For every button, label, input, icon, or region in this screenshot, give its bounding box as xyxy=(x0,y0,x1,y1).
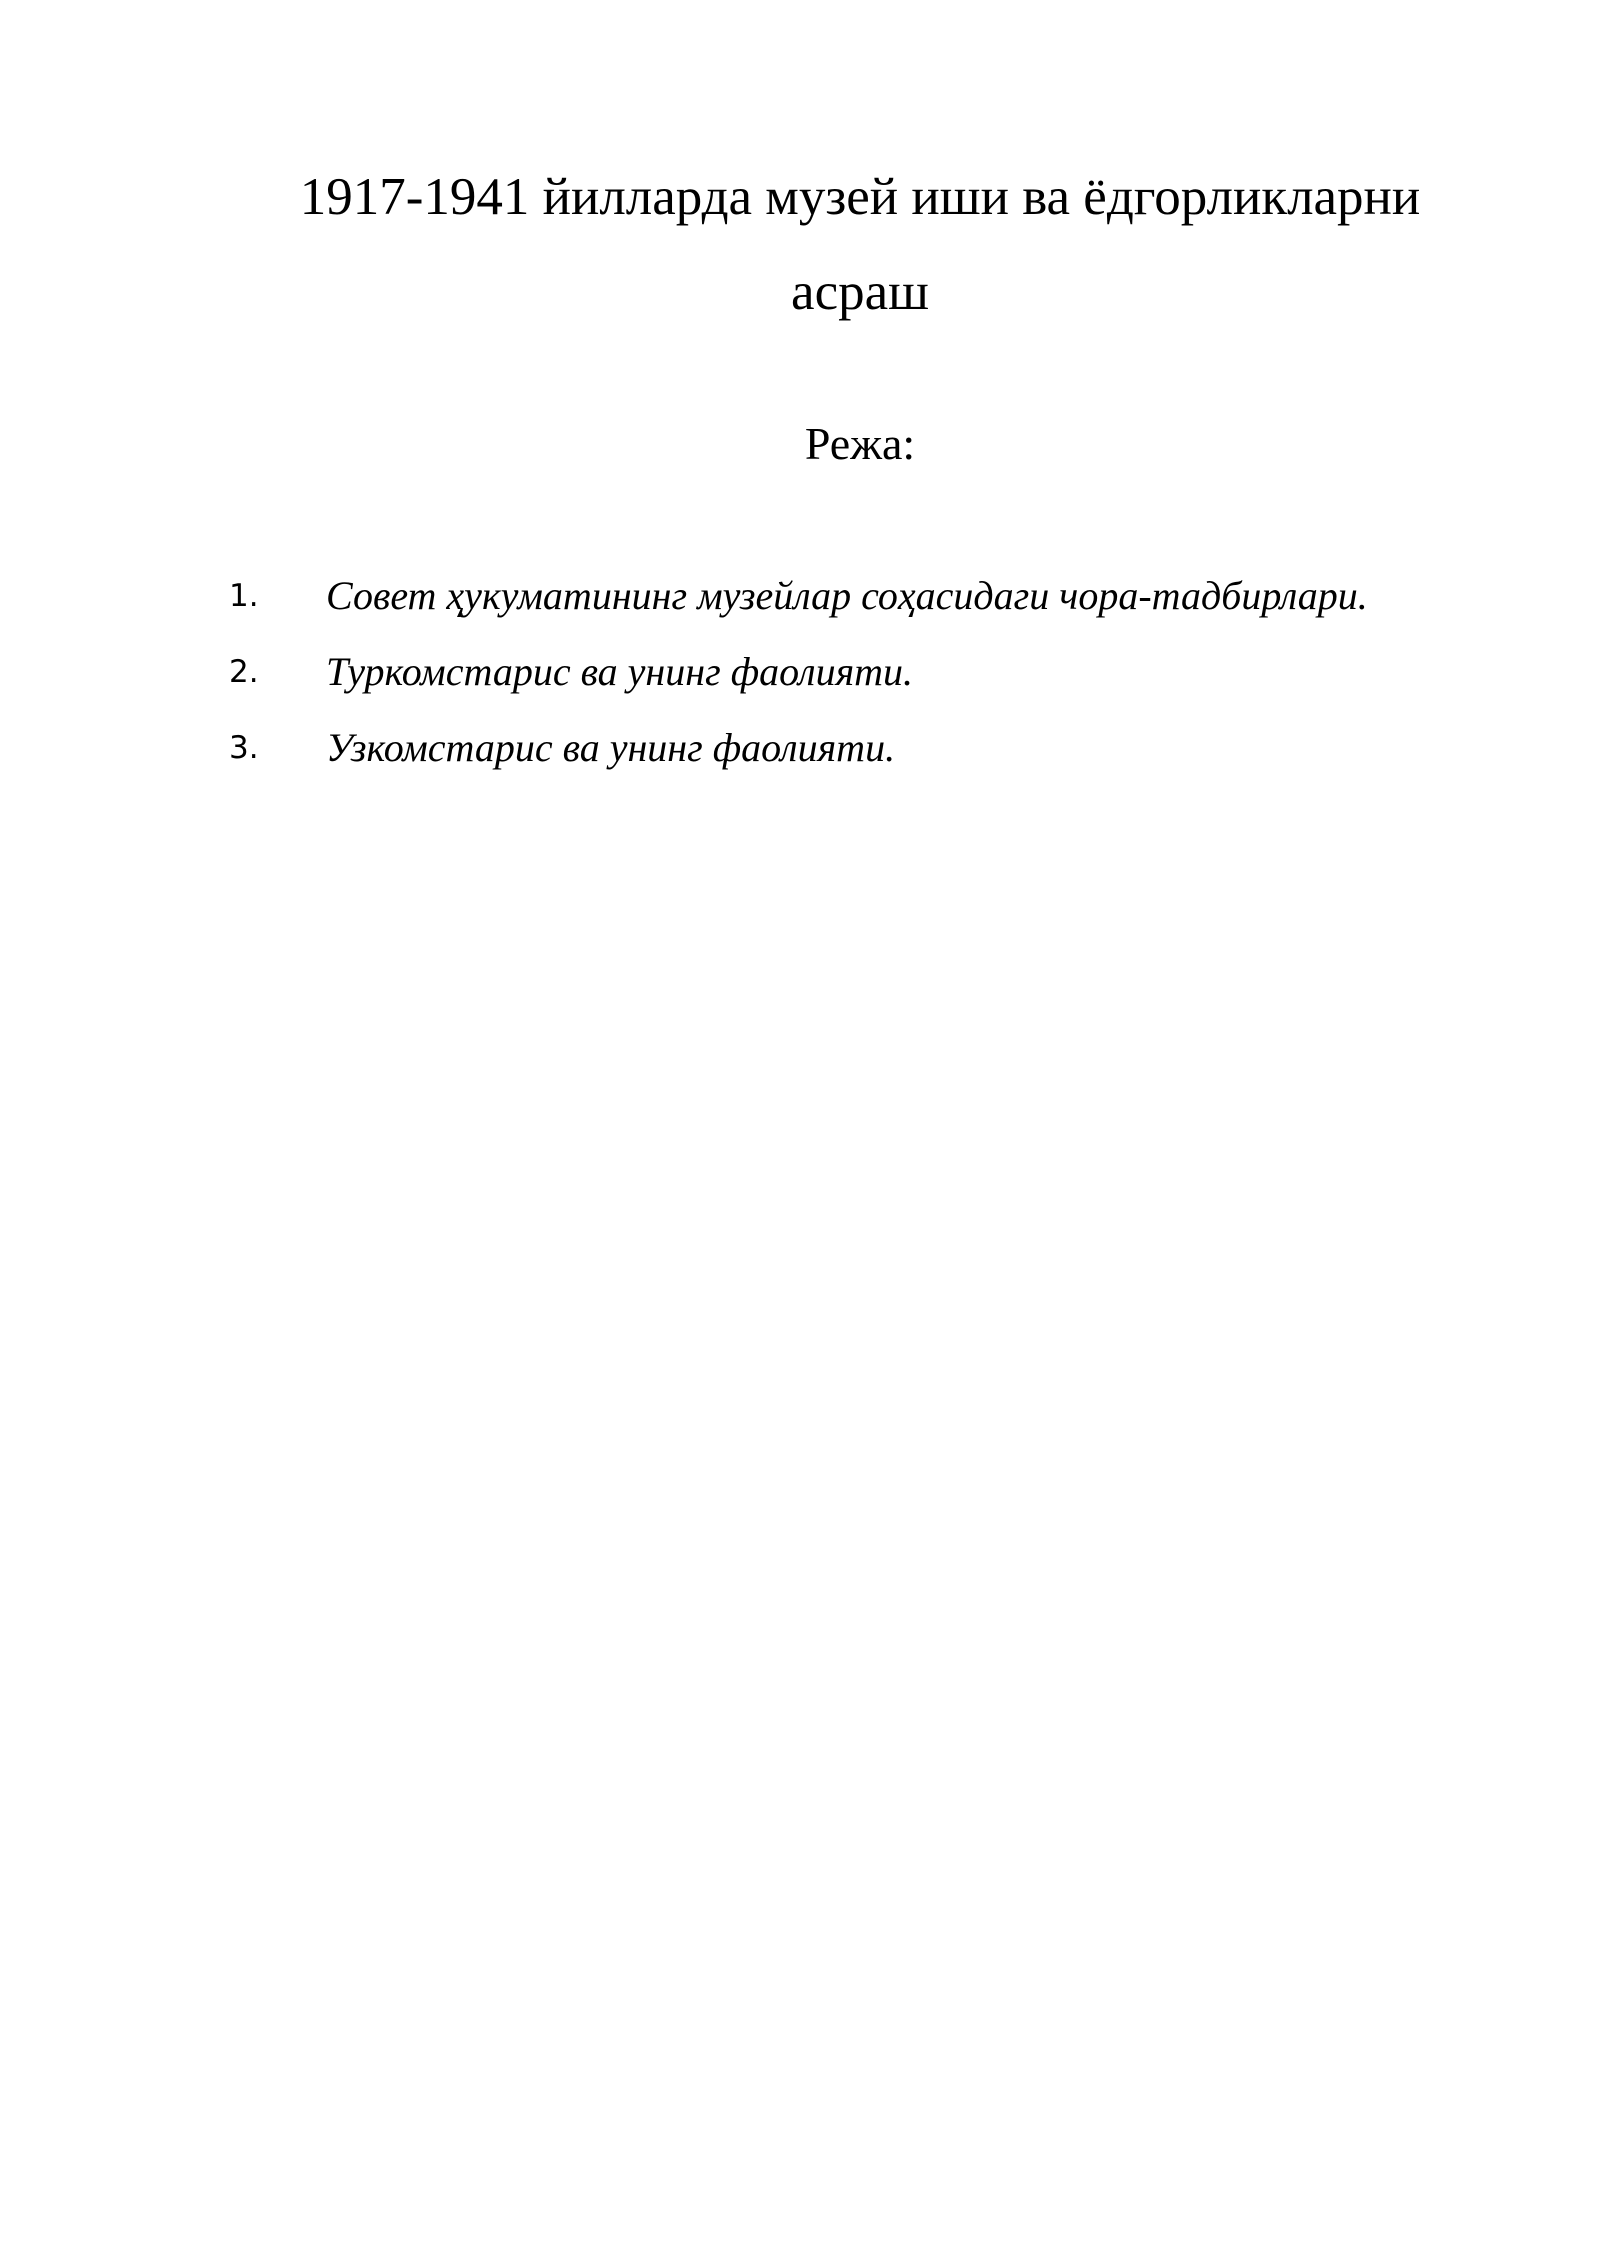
plan-item-number: 1. xyxy=(229,578,259,614)
plan-item-text: Узкомстарис ва унинг фаолияти. xyxy=(326,725,896,770)
document-title: 1917-1941 йилларда музей иши ва ёдгорликларни асраш xyxy=(299,168,1421,321)
plan-item xyxy=(0,712,1600,788)
plan-list xyxy=(0,560,1600,788)
plan-heading: Режа: xyxy=(804,418,916,469)
plan-item-text: Совет ҳукуматининг музейлар соҳасидаги чора-тадбирлари. xyxy=(326,573,1368,618)
plan-item xyxy=(0,636,1600,712)
plan-item-number: 3. xyxy=(229,730,259,766)
plan-item-text: Туркомстарис ва унинг фаолияти. xyxy=(326,649,914,694)
plan-item-number: 2. xyxy=(229,654,259,690)
plan-item xyxy=(0,560,1600,636)
